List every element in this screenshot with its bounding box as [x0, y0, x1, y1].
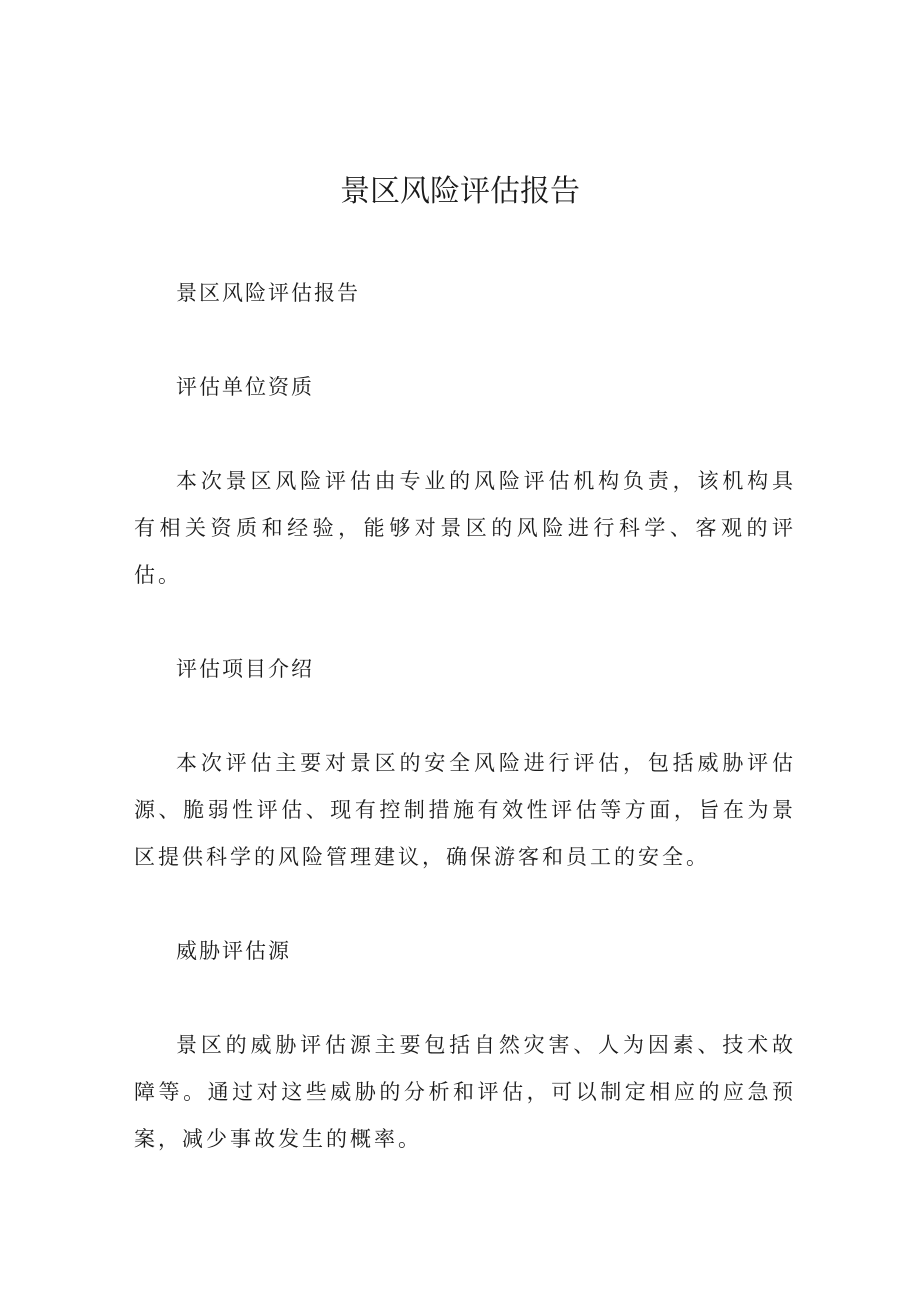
spacer	[134, 599, 796, 646]
paragraph-qualification: 本次景区风险评估由专业的风险评估机构负责，该机构具有相关资质和经验，能够对景区的风险进行科学、客观的评估。	[134, 469, 796, 587]
section-heading-report: 景区风险评估报告	[176, 281, 360, 305]
section-heading-project: 评估项目介绍	[176, 657, 314, 681]
paragraph-threat-sources: 景区的威胁评估源主要包括自然灾害、人为因素、技术故障等。通过对这些威胁的分析和评估，可以制定相应的应急预案，减少事故发生的概率。	[134, 1033, 796, 1151]
document-body	[134, 270, 796, 1163]
section-heading-qualification: 评估单位资质	[176, 375, 314, 399]
paragraph-project: 本次评估主要对景区的安全风险进行评估，包括威胁评估源、脆弱性评估、现有控制措施有效性评估等方面，旨在为景区提供科学的风险管理建议，确保游客和员工的安全。	[134, 751, 796, 869]
spacer	[134, 693, 796, 740]
document-title: 景区风险评估报告	[340, 174, 580, 209]
spacer	[134, 975, 796, 1022]
spacer	[134, 881, 796, 928]
spacer	[134, 317, 796, 364]
section-heading-threat-sources: 威胁评估源	[176, 939, 291, 963]
spacer	[134, 411, 796, 458]
